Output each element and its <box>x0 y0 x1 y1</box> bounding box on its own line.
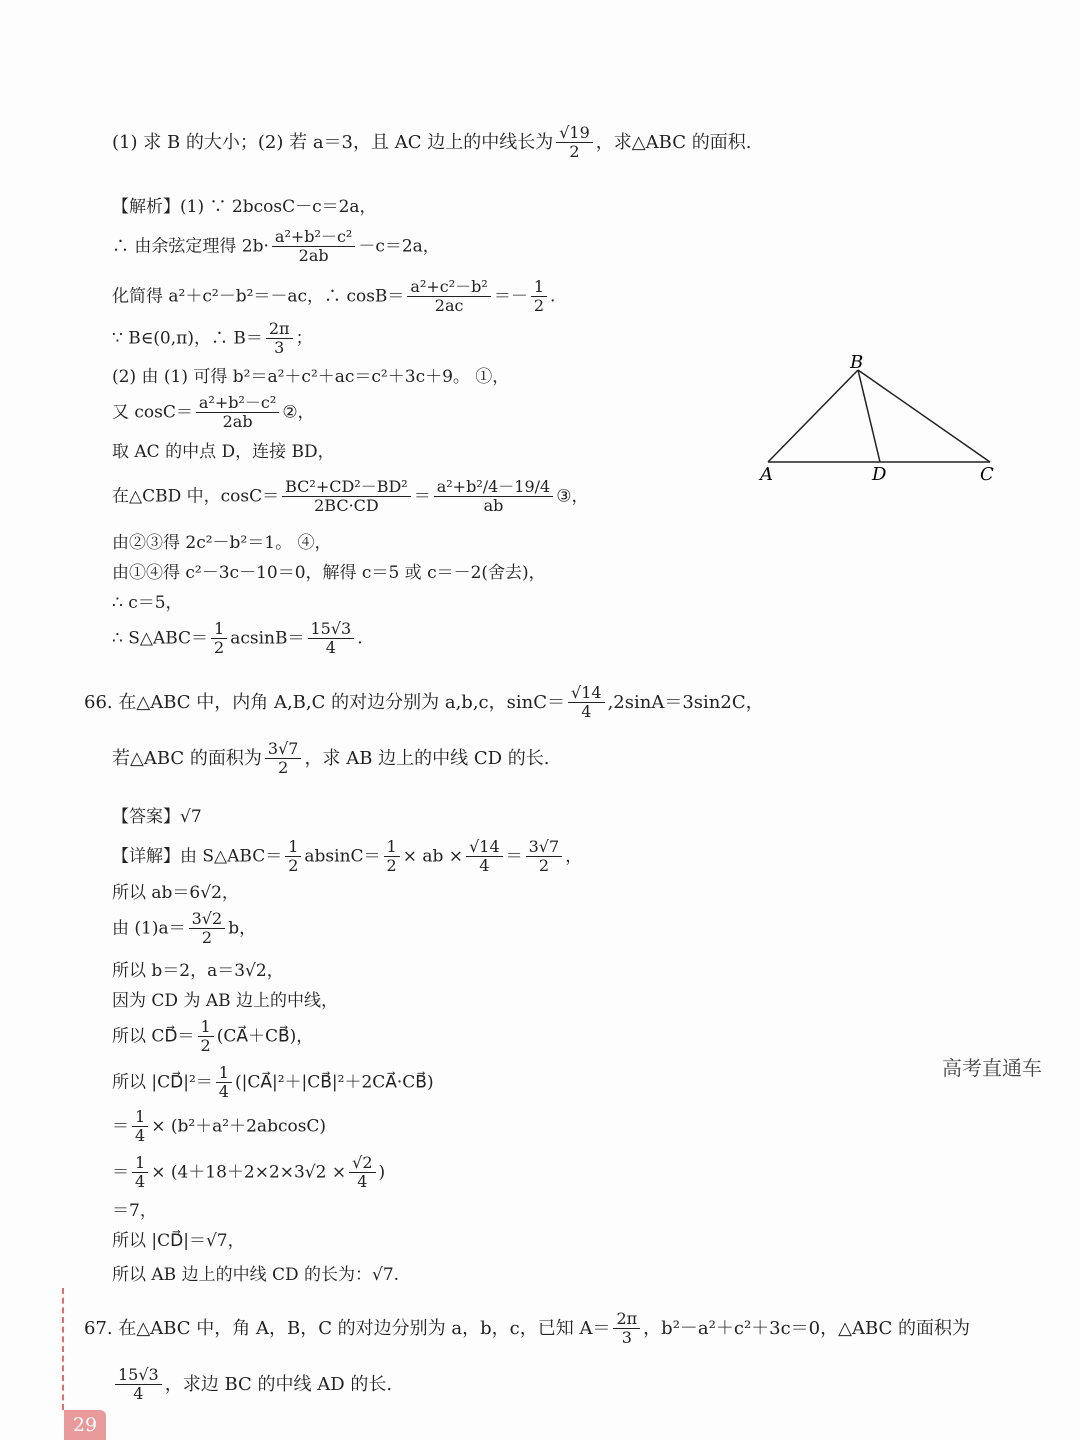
watermark: 高考直通车 <box>942 1056 1042 1080</box>
detail-line-2: 所以 ab＝6√2， <box>112 883 239 903</box>
detail-line-7: 所以 |CD⃗|²＝ $\frac{1}{4}$ (|CA⃗|²＋|CB⃗|²＋2CA⃗·CB⃗) <box>112 1063 434 1102</box>
question-66-line-1: 66. 在△ABC 中，内角 A,B,C 的对边分别为 a,b,c，sinC＝ $\frac{√14}{4}$ ,2sinA＝3sin2C， <box>84 683 764 722</box>
side-BC <box>858 370 990 462</box>
detail-line-12: 所以 AB 边上的中线 CD 的长为：√7. <box>112 1265 400 1285</box>
detail-line-5: 因为 CD 为 AB 边上的中线， <box>112 991 339 1011</box>
question-67-line-1: 67. 在△ABC 中，角 A，B，C 的对边分别为 a，b，c，已知 A＝ $\frac{2\pi}{3}$ ，b²－a²＋c²＋3c＝0，△ABC 的面积为 <box>84 1309 971 1348</box>
analysis-line-7: 取 AC 的中点 D，连接 BD， <box>112 442 335 462</box>
analysis-line-4: ∵ B∈(0,π)，∴ B＝ $\frac{2\pi}{3}$ ； <box>112 319 313 358</box>
fraction: $\frac{√19}{2}$ <box>556 124 593 162</box>
margin-dashed-line <box>62 1288 64 1410</box>
question-66-line-2: 若△ABC 的面积为 $\frac{3√7}{2}$ ，求 AB 边上的中线 CD 的长. <box>112 739 550 778</box>
analysis-line-9: 由②③得 2c²－b²＝1。 ④， <box>112 533 332 553</box>
analysis-line-1: 【解析】(1) ∵ 2bcosC－c＝2a， <box>112 197 377 217</box>
prompt-text-end: ，求△ABC 的面积. <box>595 131 752 153</box>
analysis-line-8: 在△CBD 中，cosC＝ $\frac{\text{BC²+CD²－BD²}}{2BC\cdot CD}$ ＝ $\frac{\text{a²+b²/4－19/4}}{ab}$ ③， <box>112 477 589 516</box>
detail-line-8: ＝ $\frac{1}{4}$ × (b²＋a²＋2abcosC) <box>112 1107 327 1146</box>
answer-line: 【答案】√7 <box>112 807 202 827</box>
prompt-text: (1) 求 B 的大小；(2) 若 a＝3，且 AC 边上的中线长为 <box>112 131 554 153</box>
detail-line-11: 所以 |CD⃗|＝√7， <box>112 1231 245 1251</box>
analysis-line-5: (2) 由 (1) 可得 b²＝a²＋c²＋ac＝c²＋3c＋9。 ①， <box>112 367 510 387</box>
analysis-line-11: ∴ c＝5， <box>112 593 183 613</box>
analysis-line-3: 化简得 a²＋c²－b²＝－ac，∴ cosB＝ $\frac{\text{a²+c²－b²}}{2ac}$ ＝－ $\frac{1}{2}$ . <box>112 277 556 316</box>
analysis-line-12: ∴ S△ABC＝ $\frac{1}{2}$ acsinB＝ $\frac{15√3}{4}$ . <box>112 619 363 658</box>
label-C: C <box>980 464 994 485</box>
detail-line-4: 所以 b＝2，a＝3√2， <box>112 961 284 981</box>
analysis-line-6: 又 cosC＝ $\frac{\text{a²+b²－c²}}{2ab}$ ②， <box>112 393 315 432</box>
label-A: A <box>760 464 773 485</box>
detail-line-10: ＝7， <box>112 1201 157 1221</box>
question-65-prompt <box>112 124 751 162</box>
analysis-line-2: ∴ 由余弦定理得 2b· $\frac{\text{a²+b²－c²}}{2ab}$ －c＝2a， <box>112 227 440 266</box>
triangle-figure <box>750 350 1010 490</box>
detail-line-9: ＝ $\frac{1}{4}$ × (4＋18＋2×2×3√2 × $\frac{√2}{4}$ ) <box>112 1153 386 1192</box>
analysis-line-10: 由①④得 c²－3c－10＝0，解得 c＝5 或 c＝－2(舍去)， <box>112 563 546 583</box>
question-67-line-2: $\frac{15√3}{4}$ ，求边 BC 的中线 AD 的长. <box>112 1366 392 1404</box>
detail-line-6: 所以 CD⃗＝ $\frac{1}{2}$ (CA⃗＋CB⃗)， <box>112 1017 314 1056</box>
page-number: 29 <box>64 1410 106 1440</box>
detail-line-3: 由 (1)a＝ $\frac{3√2}{2}$ b， <box>112 909 257 948</box>
label-B: B <box>850 352 864 373</box>
label-D: D <box>872 464 887 485</box>
detail-line-1: 【详解】由 S△ABC＝ $\frac{1}{2}$ absinC＝ $\frac{1}{2}$ × ab × $\frac{√14}{4}$ ＝ $\frac{3√7}{2}$ ， <box>112 837 583 876</box>
side-AB <box>768 370 858 462</box>
